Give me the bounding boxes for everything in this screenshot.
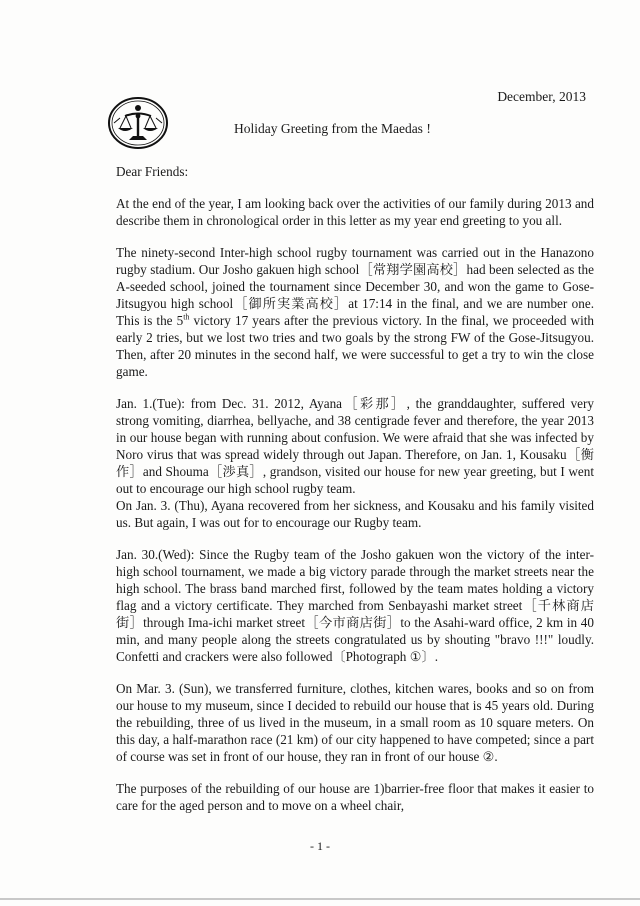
paragraph-rebuilding: The purposes of the rebuilding of our house are 1)barrier-free floor that makes it easier to care for the aged person and to move on a wheel chair, — [116, 781, 594, 813]
page-number: - 1 - — [310, 839, 330, 853]
scan-edge-divider — [0, 898, 640, 900]
letter-body — [116, 195, 594, 829]
paragraph-jan-30: Jan. 30.(Wed): Since the Rugby team of the Josho gakuen won the victory of the inter-high school tournament, we made a big victory parade through the market streets near the high school. The brass band marched first, followed by the team mates holding a victory flag and a victory certificate. They marched from Senbayashi market street［千林商店街］through Ima-ichi market street［今市商店街］to the Asahi-ward office, 2 km in 40 min, and many people along the streets congratulated us by shouting "bravo !!!" loudly. Confetti and crackers were also followed〔Photograph ①〕. — [116, 547, 594, 664]
letter-date: December, 2013 — [497, 89, 586, 104]
letter-title: Holiday Greeting from the Maedas ! — [234, 121, 431, 136]
paragraph-intro: At the end of the year, I am looking back over the activities of our family during 2013 and describe them in chronological order in this letter as my year end greeting to you all. — [116, 196, 594, 228]
salutation: Dear Friends: — [116, 164, 189, 179]
paragraph-mar-3: On Mar. 3. (Sun), we transferred furniture, clothes, kitchen wares, books and so on from our house to my museum, since I decided to rebuild our house that is 45 years old. During the rebuilding, three of us lived in the museum, in a small room as 10 square meters. On this day, a half-marathon race (21 km) of our city happened to have competed; since a part of course was set in front of our house, they ran in front of our house ②. — [116, 681, 594, 764]
paragraph-jan-3: On Jan. 3. (Thu), Ayana recovered from her sickness, and Kousaku and his family visited us. But again, I was out for to encourage our Rugby team. — [116, 498, 594, 530]
family-crest-logo — [107, 96, 169, 150]
paragraph-jan-1: Jan. 1.(Tue): from Dec. 31. 2012, Ayana［彩那］, the granddaughter, suffered very strong vomiting, diarrhea, bellyache, and 38 centigrade fever and therefore, the year 2013 in our house began with running about confusion. We were afraid that she was infected by Noro virus that was spread widely through out Japan. Therefore, on Jan. 1, Kousaku［衡作］and Shouma［渉真］, grandson, visited our house for new year greeting, but I went out to encourage our high school rugby team. — [116, 396, 594, 496]
paragraph-rugby-tournament: The ninety-second Inter-high school rugby tournament was carried out in the Hanazono rugby stadium. Our Josho gakuen high school［常翔学園高校］had been selected as the A-seeded school, joined the tournament since December 30, and won the game to Gose-Jitsugyou high school［御所実業高校］at 17:14 in the final, and we are number one. This is the 5th victory 17 years after the previous victory. In the final, we proceeded with early 2 tries, but we lost two tries and two goals by the strong FW of the Gose-Jitsugyou. Then, after 20 minutes in the second half, we were successful to get a try to win the close game. — [116, 245, 594, 379]
